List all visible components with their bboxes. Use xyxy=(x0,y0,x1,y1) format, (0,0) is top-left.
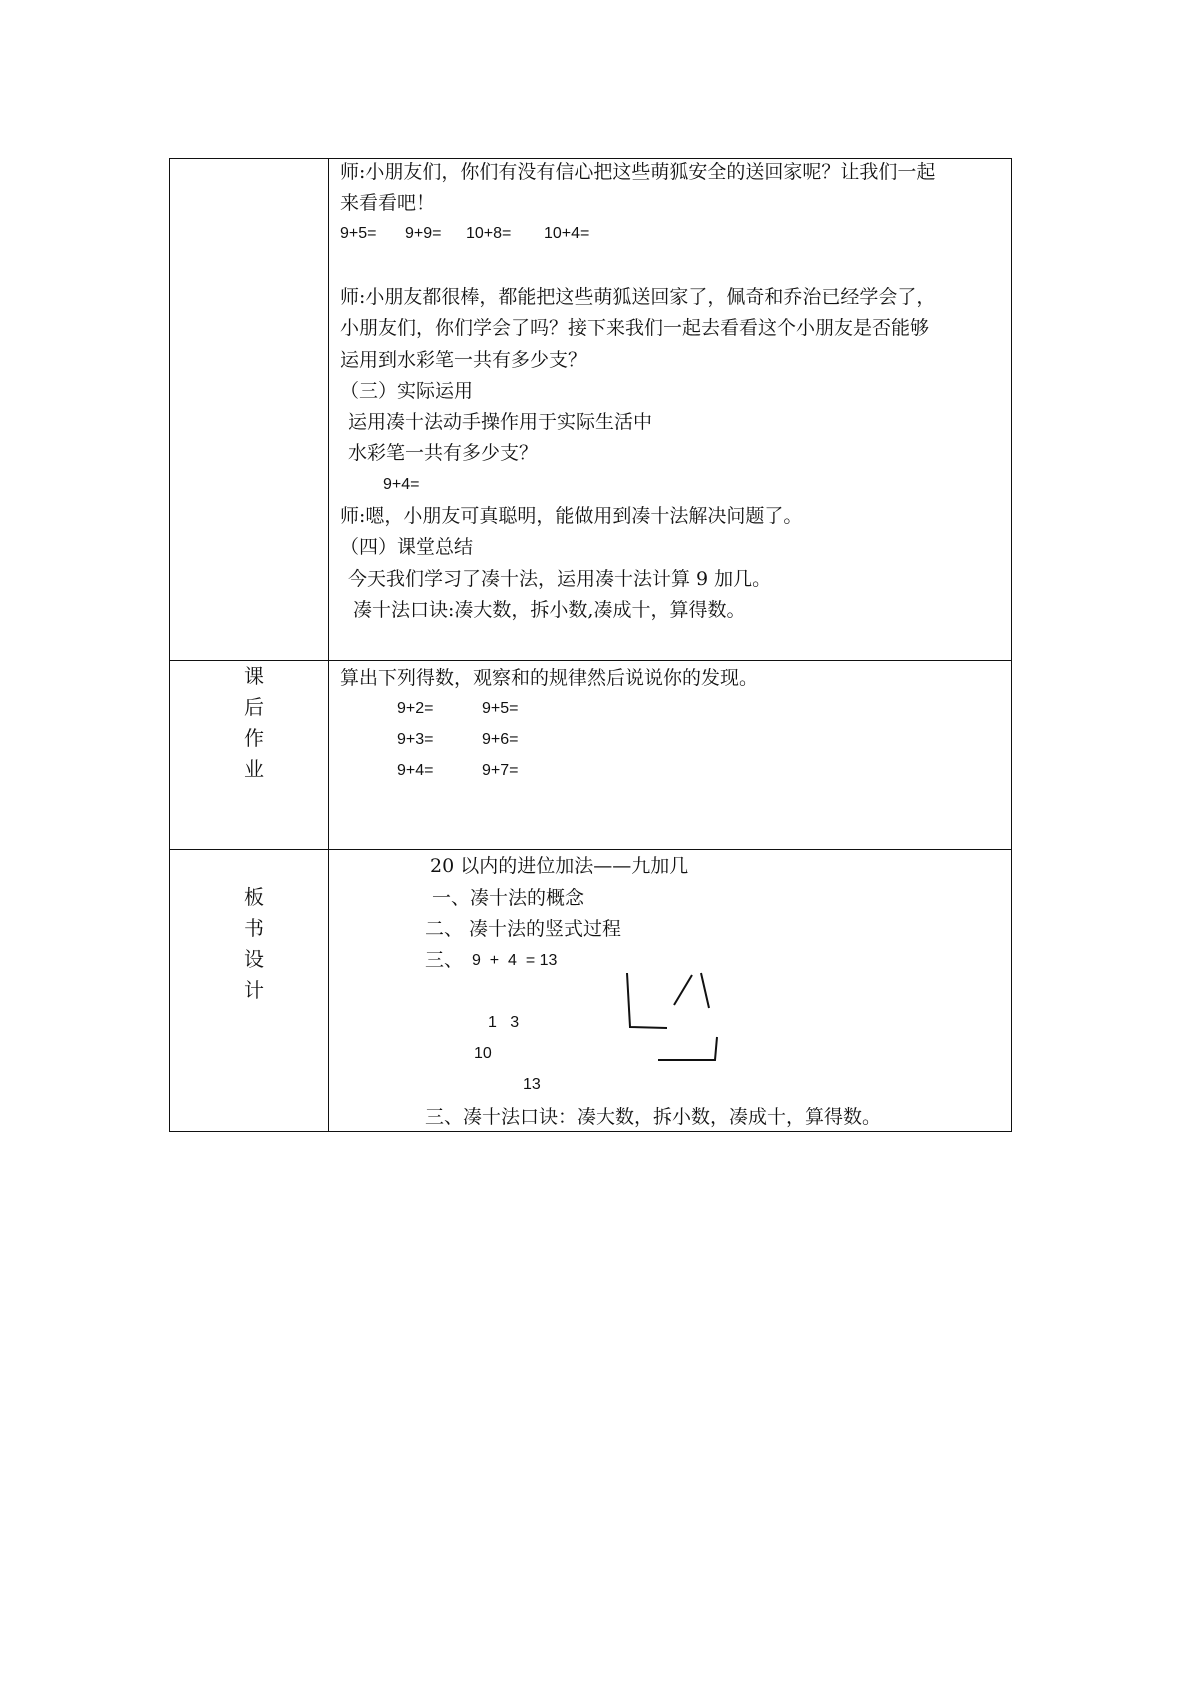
split-line-bottom xyxy=(658,1037,717,1060)
homework-label-char: 课 xyxy=(244,664,264,688)
board-mnemonic: 三、凑十法口诀：凑大数，拆小数，凑成十，算得数。 xyxy=(425,1106,882,1128)
board-design-label-char: 设 xyxy=(244,947,264,971)
split-line-middle-left xyxy=(674,975,692,1005)
homework-equation: 9+6= xyxy=(482,731,519,748)
board-design-label-char: 计 xyxy=(244,978,264,1002)
homework-label-char: 作 xyxy=(244,726,264,750)
homework-equation: 9+2= xyxy=(397,700,434,717)
homework-equation: 9+3= xyxy=(397,731,434,748)
equation-2: 9+9= xyxy=(405,225,442,242)
homework-label-char: 业 xyxy=(244,757,264,781)
teacher-praise-line1: 师:小朋友都很棒，都能把这些萌狐送回家了，佩奇和乔治已经学会了， xyxy=(340,286,936,308)
homework-equation: 9+5= xyxy=(482,700,519,717)
split-line-middle-right xyxy=(701,973,709,1008)
teacher-praise-line2: 小朋友们，你们学会了吗？接下来我们一起去看看这个小朋友是否能够 xyxy=(340,317,930,339)
board-item-3-prefix: 三、 xyxy=(425,949,464,971)
board-item-3-equation: 9 + 4 = 13 xyxy=(472,952,558,969)
homework-equation: 9+4= xyxy=(397,762,434,779)
summary-line-2: 凑十法口诀:凑大数，拆小数,凑成十，算得数。 xyxy=(353,599,746,621)
board-item-1: 一、凑十法的概念 xyxy=(432,887,585,909)
section-4-title: （四）课堂总结 xyxy=(340,536,474,558)
board-design-label-char: 书 xyxy=(244,916,264,940)
equation-4: 10+4= xyxy=(544,225,590,242)
split-line-left xyxy=(627,973,667,1028)
homework-instruction: 算出下列得数，观察和的规律然后说说你的发现。 xyxy=(340,667,759,689)
homework-label-char: 后 xyxy=(244,695,264,719)
split-digits: 1 3 xyxy=(488,1014,520,1031)
teacher-question-line2: 来看看吧！ xyxy=(340,192,436,214)
homework-equation: 9+7= xyxy=(482,762,519,779)
teacher-praise-final: 师:嗯，小朋友可真聪明，能做用到凑十法解决问题了。 xyxy=(340,505,803,527)
section-3-title: （三）实际运用 xyxy=(340,380,474,402)
teacher-question-line1: 师:小朋友们，你们有没有信心把这些萌狐安全的送回家呢？让我们一起 xyxy=(340,161,936,183)
section-3-text-2: 水彩笔一共有多少支？ xyxy=(348,442,539,464)
section-3-text-1: 运用凑十法动手操作用于实际生活中 xyxy=(348,411,653,433)
section-3-equation: 9+4= xyxy=(383,476,420,493)
board-title: 20 以内的进位加法——九加几 xyxy=(430,855,689,877)
board-item-2: 二、 凑十法的竖式过程 xyxy=(425,918,622,940)
teacher-praise-line3: 运用到水彩笔一共有多少支？ xyxy=(340,349,588,371)
summary-line-1: 今天我们学习了凑十法，运用凑十法计算 9 加几。 xyxy=(348,568,772,590)
board-design-label-char: 板 xyxy=(244,885,264,909)
make-ten-value: 10 xyxy=(474,1045,492,1062)
final-result: 13 xyxy=(523,1076,541,1093)
equation-3: 10+8= xyxy=(466,225,512,242)
equation-1: 9+5= xyxy=(340,225,377,242)
